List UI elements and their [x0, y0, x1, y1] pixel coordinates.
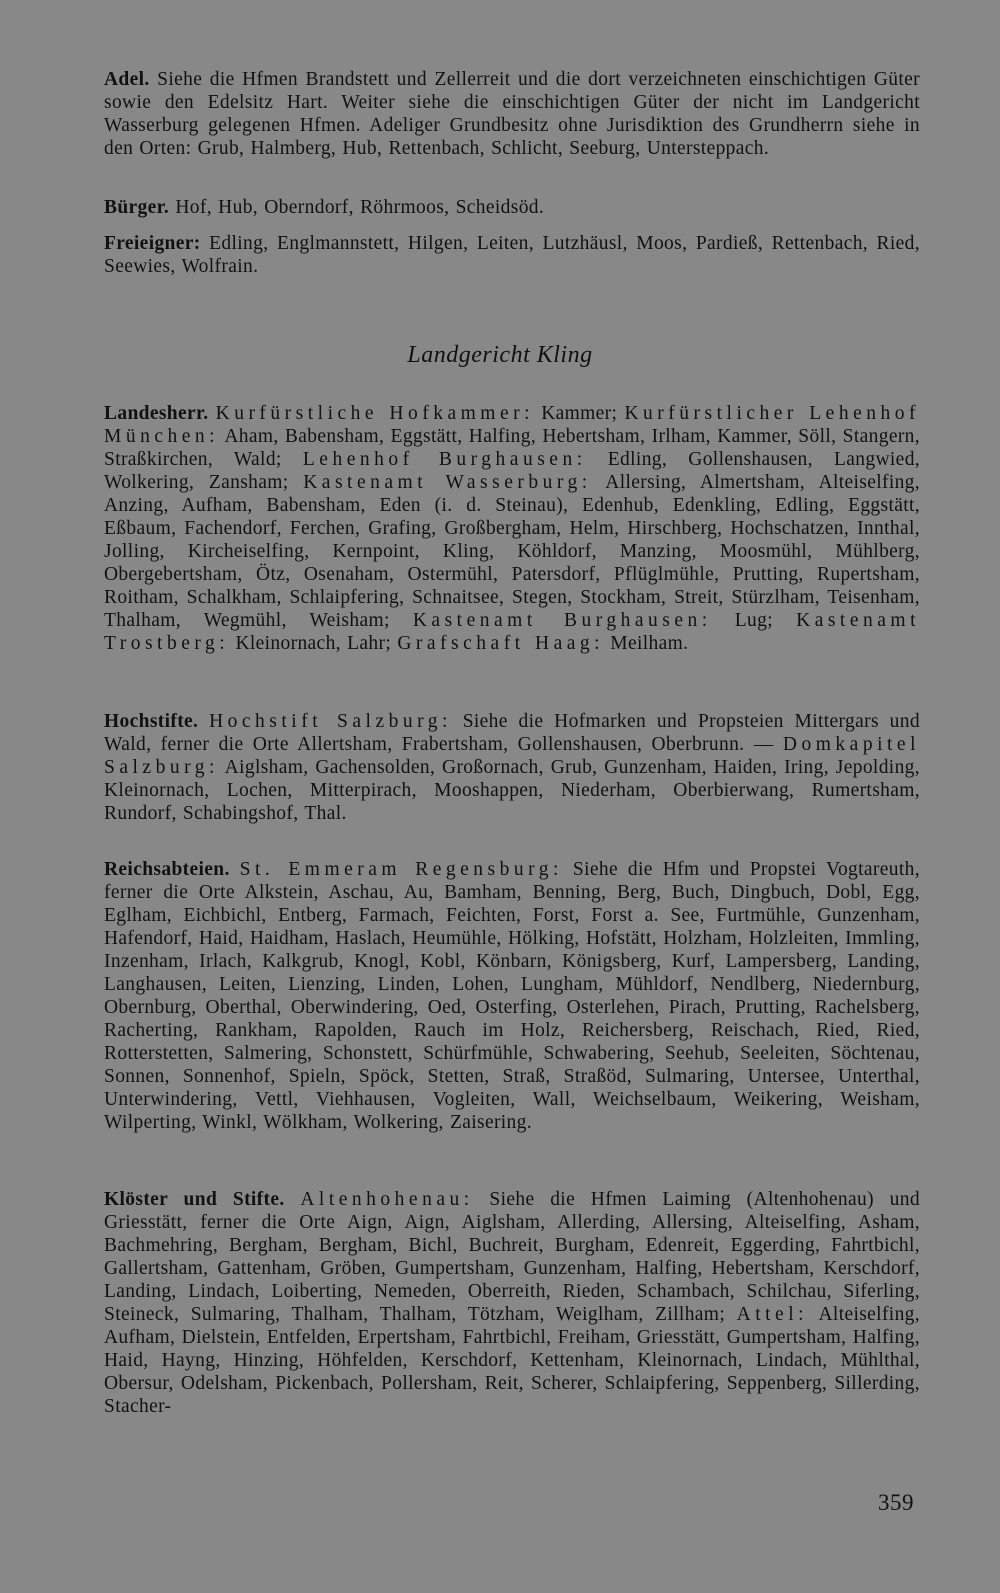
section-title: Landgericht Kling — [407, 342, 593, 368]
text-landesherr-2: Aham, Babensham, Eggstätt, Halfing, Hebertsham, Irlham, Kammer, Söll, Stangern, Straßkirchen, Wald; — [104, 426, 920, 470]
text-freieigner: Edling, Englmannstett, Hilgen, Leiten, Lutzhäusl, Moos, Pardieß, Rettenbach, Ried, Seewies, Wolfrain. — [104, 233, 921, 277]
text-hochstifte-2: Aiglsham, Gachensolden, Großornach, Grub, Gunzenham, Haiden, Iring, Jepolding, Kleinornach, Lochen, Mitterpirach, Mooshappen, Niederham, Oberbierwang, Rumertsham, Rundorf, Schabingshof, Thal. — [104, 757, 920, 824]
text-buerger: Hof, Hub, Oberndorf, Röhrmoos, Scheidsöd. — [175, 197, 545, 218]
spaced-term: Kastenamt Wasserburg: — [303, 472, 592, 493]
spaced-term: Altenhohenau: — [300, 1189, 474, 1210]
spaced-term: St. Emmeram Regensburg: — [239, 859, 563, 880]
heading-kloester: Klöster und Stifte. — [104, 1189, 285, 1210]
heading-hochstifte: Hochstifte. — [104, 711, 199, 732]
text-reichsabteien-1: Siehe die Hfm und Propstei Vogtareuth, ferner die Orte Alkstein, Aschau, Au, Bamham, Benning, Berg, Buch, Dingbuch, Dobl, Egg, Eglham, Eichbichl, Entberg, Farmach, Feichten, Forst, Forst a. See, Furtmühle, Gunzenham, Hafendorf, Haid, Haidham, Haslach, Heumühle, Hölking, Hofstätt, Holzham, Holzleiten, Immling, Inzenham, Irlach, Kalkgrub, Knogl, Kobl, Könbarn, Königsberg, Kurf, Lampersberg, Landing, Langhausen, Leiten, Lienzing, Linden, Lohen, Lungham, Mühldorf, Nendlberg, Niedernburg, Obernburg, Oberthal, Oberwindering, Oed, Osterfing, Osterlehen, Pirach, Prutting, Rachelsberg, Racherting, Rankham, Rapolden, Rauch im Holz, Reichersberg, Reischach, Ried, Ried, Rotterstetten, Salmering, Schonstett, Schürfmühle, Schwabering, Seehub, Seeleiten, Söchtenau, Sonnen, Sonnenhof, Spieln, Spöck, Stetten, Straß, Straßöd, Sulmaring, Untersee, Unterthal, Unterwindering, Vettl, Viehhausen, Vogleiten, Wall, Weichselbaum, Weikering, Weisham, Wilperting, Winkl, Wölkham, Wolkering, Zaisering. — [104, 859, 920, 1133]
text-landesherr-4: Allersing, Almertsham, Alteiselfing, Anzing, Aufham, Babensham, Eden (i. d. Steinau), Edenhub, Edenkling, Edling, Eggstätt, Eßbaum, Fachendorf, Ferchen, Grafing, Großbergham, Helm, Hirschberg, Hochschatzen, Innthal, Jolling, Kircheiselfing, Kernpoint, Kling, Köhldorf, Manzing, Moosmühl, Mühlberg, Obergebertsham, Ötz, Osenaham, Ostermühl, Patersdorf, Pflüglmühle, Prutting, Rupertsham, Roitham, Schalkham, Schlaipfering, Schnaitsee, Stegen, Stockham, Streit, Stürzlham, Teisenham, Thalham, Wegmühl, Weisham; — [104, 472, 921, 631]
text-landesherr-6: Kleinornach, Lahr; — [235, 633, 392, 654]
paragraph-kloester — [104, 1188, 920, 1418]
text-kloester-1: Siehe die Hfmen Laiming (Altenhohenau) und Griesstätt, ferner die Orte Aign, Aign, Aiglsham, Allerding, Allersing, Alteiselfing, Asham, Bachmehring, Bergham, Bergham, Bichl, Buchreit, Burgham, Edenreit, Eggerding, Fahrtbichl, Gallertsham, Gattenham, Gröben, Gumpertsham, Gunzenham, Halfing, Hebertsham, Kerschdorf, Landing, Lindach, Loiberting, Nemeden, Oberreith, Rieden, Schambach, Schilchau, Siferling, Steineck, Sulmaring, Thalham, Thalham, Tötzham, Weiglham, Zillham; — [104, 1189, 920, 1325]
text-hochstifte-1: Siehe die Hofmarken und Propsteien Mittergars und Wald, ferner die Orte Allertsham, Frabertsham, Gollenshausen, Oberbrunn. — — [104, 711, 920, 755]
paragraph-hochstifte — [104, 710, 920, 825]
paragraph-buerger — [104, 196, 920, 219]
spaced-term: Kastenamt Burghausen: — [412, 610, 712, 631]
text-landesherr-3: Edling, Gollenshausen, Langwied, Wolkering, Zansham; — [104, 449, 921, 493]
paragraph-reichsabteien — [104, 858, 920, 1134]
spaced-term: Lehenhof Burghausen: — [302, 449, 587, 470]
page-number: 359 — [878, 1490, 914, 1515]
spaced-term: Grafschaft Haag: — [397, 633, 605, 654]
heading-landesherr: Landesherr. — [104, 403, 209, 424]
paragraph-landesherr — [104, 402, 920, 655]
heading-freieigner: Freieigner: — [104, 233, 201, 254]
spaced-term: Kurfürstlicher Lehenhof München: — [104, 403, 920, 447]
heading-buerger: Bürger. — [104, 197, 170, 218]
heading-reichsabteien: Reichsabteien. — [104, 859, 230, 880]
paragraph-adel — [104, 68, 920, 160]
spaced-term: Attel: — [736, 1304, 809, 1325]
spaced-term: Hochstift Salzburg: — [209, 711, 452, 732]
spaced-term: Kastenamt Trostberg: — [104, 610, 920, 654]
text-landesherr-5: Lug; — [734, 610, 774, 631]
heading-adel: Adel. — [104, 69, 150, 90]
text-landesherr-7: Meilham. — [610, 633, 689, 654]
spaced-term: Domkapitel Salzburg: — [104, 734, 920, 778]
text-landesherr-1: Kammer; — [541, 403, 618, 424]
text-kloester-2: Alteiselfing, Aufham, Dielstein, Entfelden, Erpertsham, Fahrtbichl, Freiham, Griesstätt, Gumpertsham, Halfing, Haid, Hayng, Hinzing, Höhfelden, Kerschdorf, Kettenham, Kleinornach, Lindach, Mühlthal, Obersur, Odelsham, Pickenbach, Pollersham, Reit, Scherer, Schlaipfering, Seppenberg, Sillerding, Stacher- — [104, 1304, 920, 1417]
spaced-term: Kurfürstliche Hofkammer: — [215, 403, 535, 424]
text-adel: Siehe die Hfmen Brandstett und Zellerreit und die dort verzeichneten einschichtigen Güter sowie den Edelsitz Hart. Weiter siehe die einschichtigen Güter der nicht im Landgericht Wasserburg gelegenen Hfmen. Adeliger Grundbesitz ohne Jurisdiktion des Grundherrn siehe in den Orten: Grub, Halmberg, Hub, Rettenbach, Schlicht, Seeburg, Untersteppach. — [104, 69, 920, 159]
paragraph-freieigner — [104, 232, 920, 278]
